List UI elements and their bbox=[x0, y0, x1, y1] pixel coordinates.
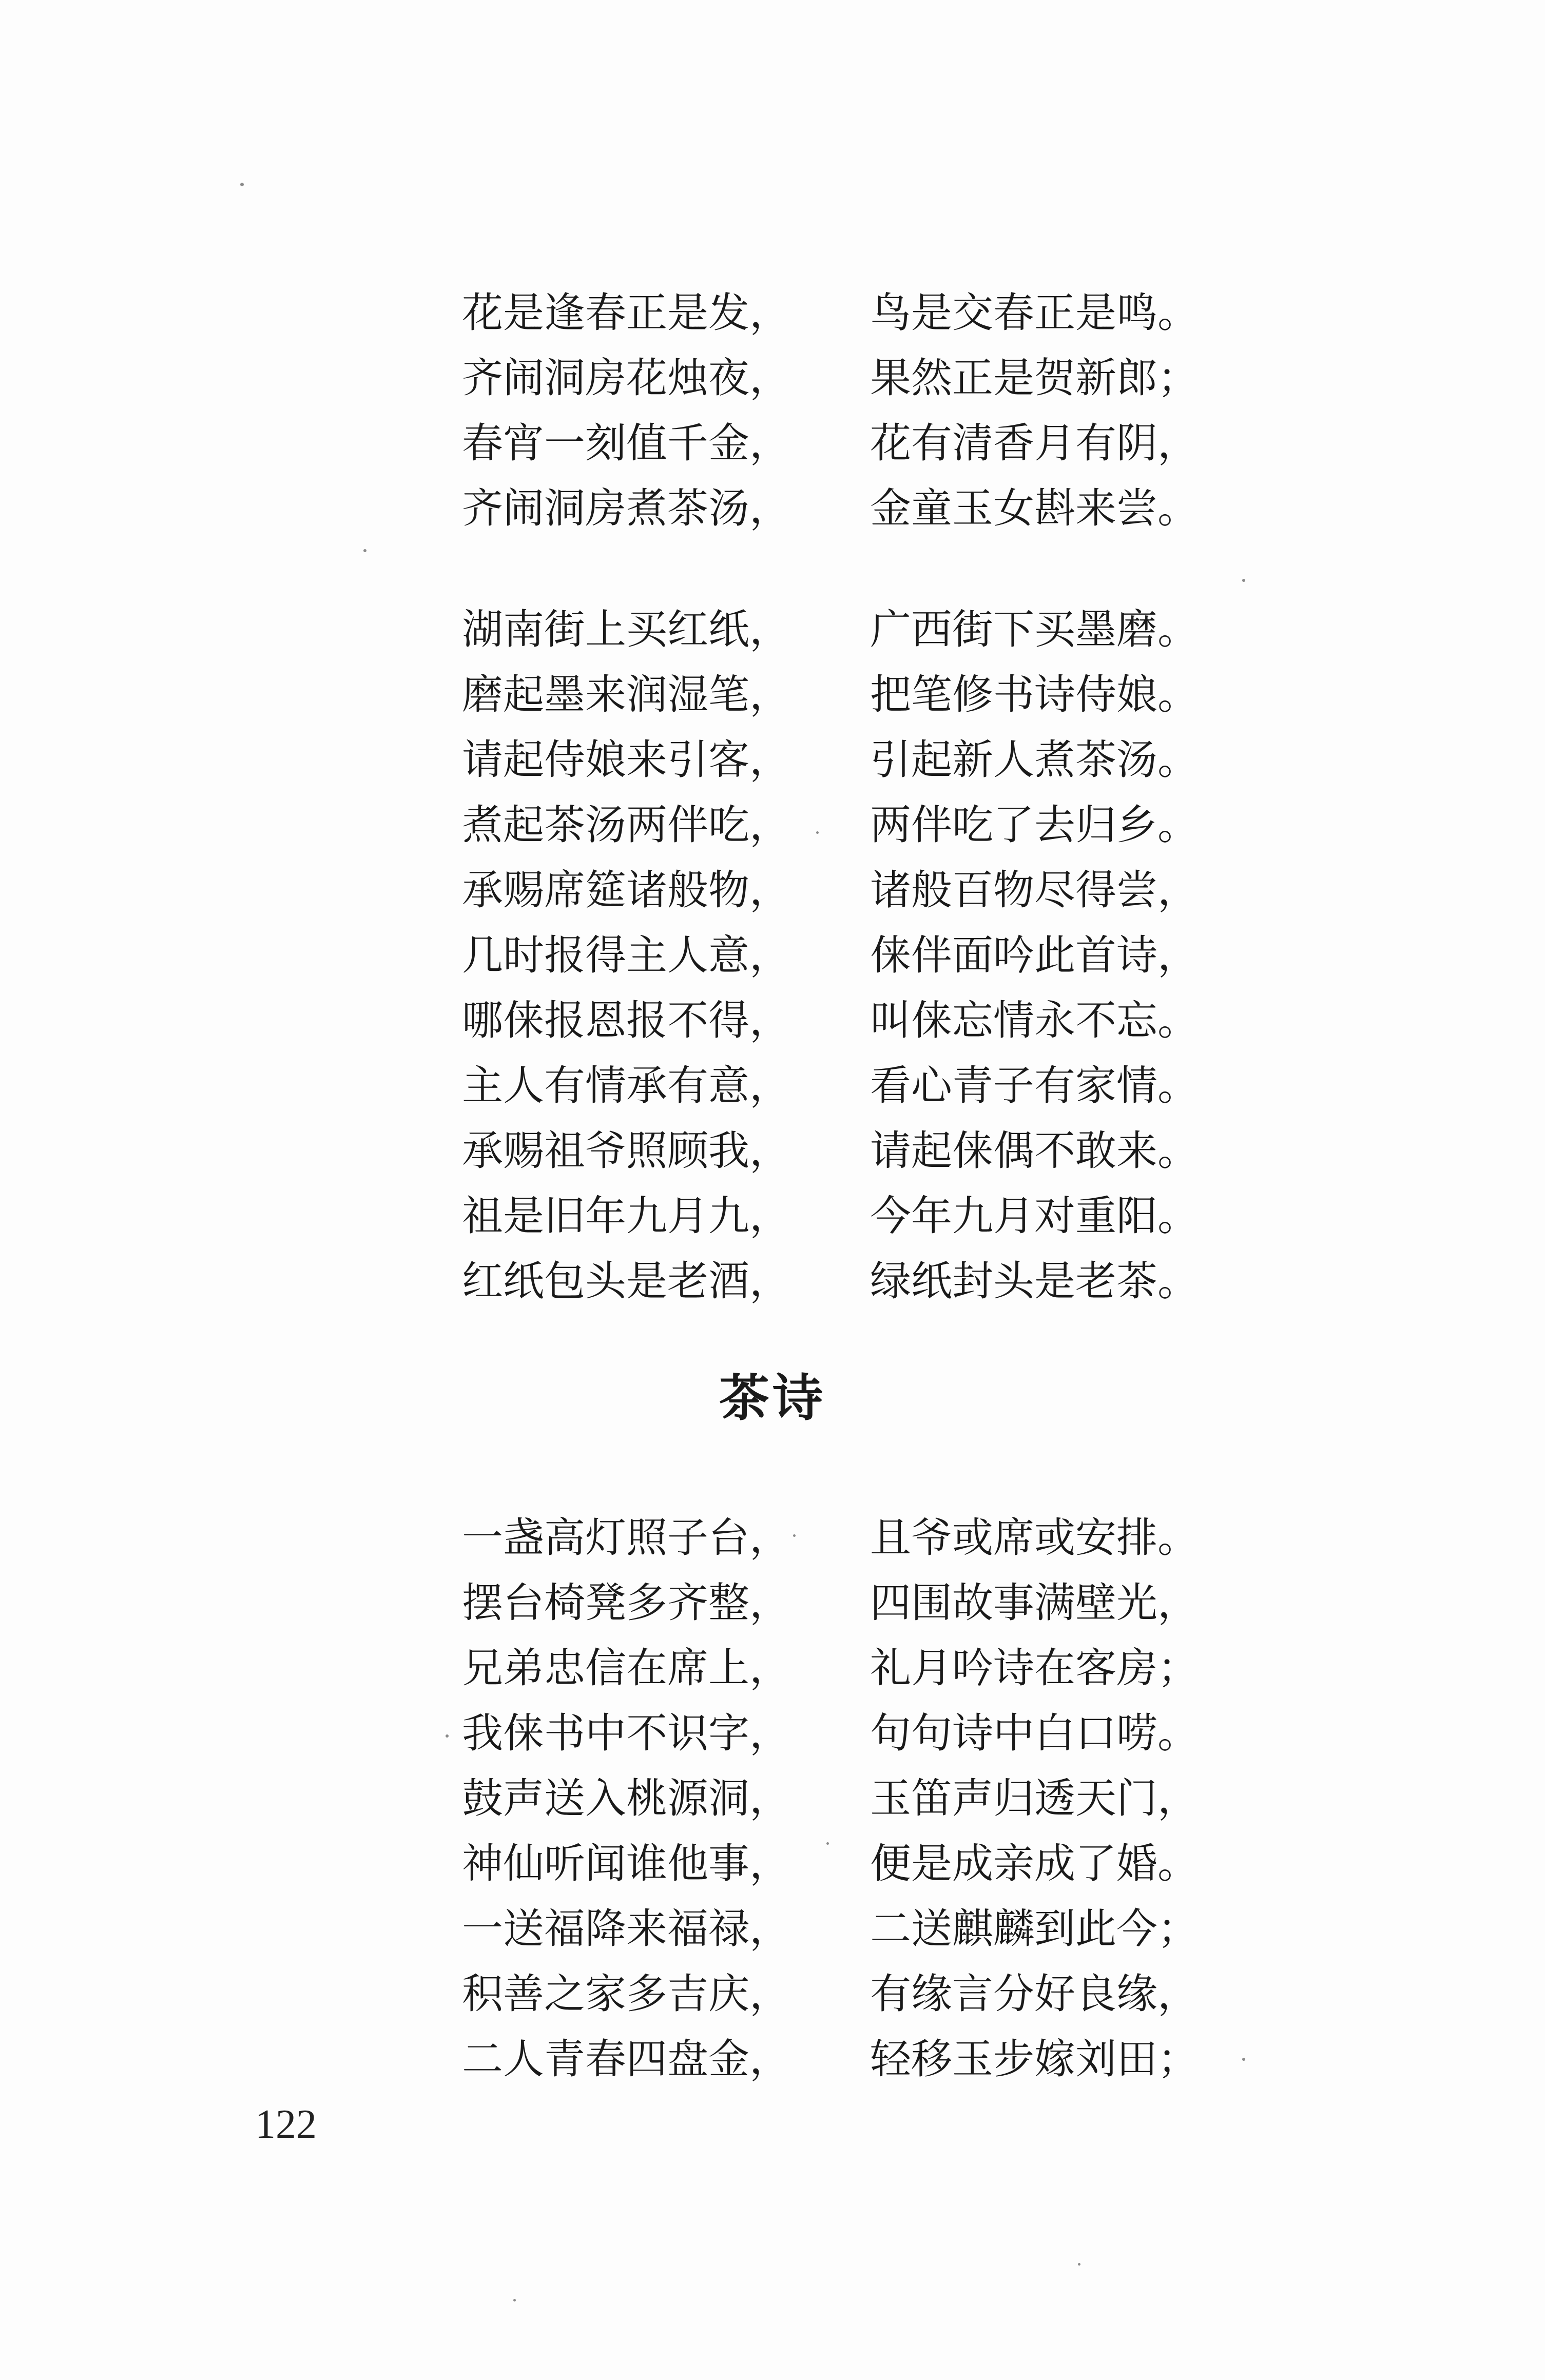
scan-speck bbox=[513, 2299, 516, 2301]
scan-speck bbox=[446, 1734, 449, 1738]
couplet-row bbox=[0, 1185, 1545, 1251]
first-line: 煮起茶汤两伴吃， bbox=[462, 801, 790, 849]
couplet-row bbox=[0, 925, 1545, 990]
first-line: 二人青春四盘金， bbox=[462, 2035, 790, 2083]
first-line: 春宵一刻值千金， bbox=[462, 419, 790, 467]
first-line: 一送福降来福禄， bbox=[462, 1905, 790, 1953]
scan-speck bbox=[363, 549, 366, 552]
couplet-row bbox=[0, 347, 1545, 413]
scan-speck bbox=[826, 1842, 829, 1845]
first-line: 承赐席筵诸般物， bbox=[462, 866, 790, 914]
second-line: 诸般百物尽得尝， bbox=[870, 866, 1199, 914]
couplet-row bbox=[0, 1120, 1545, 1185]
first-line: 积善之家多吉庆， bbox=[462, 1970, 790, 2018]
section-title: 茶诗 bbox=[719, 1369, 826, 1428]
second-line: 有缘言分好良缘， bbox=[870, 1970, 1199, 2018]
second-line: 玉笛声归透天门， bbox=[870, 1774, 1199, 1822]
first-line: 主人有情承有意， bbox=[462, 1062, 790, 1109]
second-line: 绿纸封头是老茶。 bbox=[870, 1257, 1199, 1305]
second-line: 俫伴面吟此首诗， bbox=[870, 931, 1199, 979]
second-line: 花有清香月有阴， bbox=[870, 419, 1199, 467]
first-line: 一盏高灯照子台， bbox=[462, 1514, 790, 1562]
first-line: 我俫书中不识字， bbox=[462, 1709, 790, 1757]
second-line: 金童玉女斟来尝。 bbox=[870, 484, 1199, 532]
second-line: 四围故事满壁光， bbox=[870, 1579, 1199, 1627]
first-line: 兄弟忠信在席上， bbox=[462, 1644, 790, 1692]
scan-speck bbox=[793, 1534, 796, 1537]
first-line: 红纸包头是老酒， bbox=[462, 1257, 790, 1305]
couplet-row bbox=[0, 1833, 1545, 1898]
scan-speck bbox=[1242, 2058, 1245, 2061]
couplet-row bbox=[0, 1251, 1545, 1316]
second-line: 两伴吃了去归乡。 bbox=[870, 801, 1199, 849]
second-line: 请起俫偶不敢来。 bbox=[870, 1127, 1199, 1175]
first-line: 祖是旧年九月九， bbox=[462, 1192, 790, 1240]
couplet-row bbox=[0, 794, 1545, 860]
first-line: 花是逢春正是发， bbox=[462, 289, 790, 337]
couplet-row bbox=[0, 1963, 1545, 2028]
second-line: 果然正是贺新郎； bbox=[870, 354, 1199, 402]
couplet-row bbox=[0, 1055, 1545, 1120]
couplet-row bbox=[0, 860, 1545, 925]
first-line: 鼓声送入桃源洞， bbox=[462, 1774, 790, 1822]
second-line: 鸟是交春正是鸣。 bbox=[870, 289, 1199, 337]
scan-speck bbox=[1242, 579, 1245, 582]
second-line: 看心青子有家情。 bbox=[870, 1062, 1199, 1109]
second-line: 轻移玉步嫁刘田； bbox=[870, 2035, 1199, 2083]
second-line: 二送麒麟到此今； bbox=[870, 1905, 1199, 1953]
second-line: 且爷或席或安排。 bbox=[870, 1514, 1199, 1562]
first-line: 神仙听闻谁他事， bbox=[462, 1840, 790, 1887]
first-line: 请起侍娘来引客， bbox=[462, 736, 790, 784]
scan-speck bbox=[816, 831, 819, 834]
couplet-row bbox=[0, 1703, 1545, 1768]
second-line: 便是成亲成了婚。 bbox=[870, 1840, 1199, 1887]
couplet-row bbox=[0, 1637, 1545, 1703]
couplet-row bbox=[0, 1572, 1545, 1637]
first-line: 湖南街上买红纸， bbox=[462, 606, 790, 653]
scan-speck bbox=[240, 183, 244, 186]
second-line: 引起新人煮茶汤。 bbox=[870, 736, 1199, 784]
couplet-row bbox=[0, 1898, 1545, 1963]
scan-speck bbox=[1078, 2263, 1080, 2266]
couplet-row bbox=[0, 1768, 1545, 1833]
first-line: 齐闹洞房花烛夜， bbox=[462, 354, 790, 402]
couplet-row bbox=[0, 990, 1545, 1055]
couplet-row bbox=[0, 599, 1545, 664]
first-line: 哪俫报恩报不得， bbox=[462, 997, 790, 1044]
couplet-row bbox=[0, 1507, 1545, 1572]
second-line: 把笔修书诗侍娘。 bbox=[870, 671, 1199, 718]
couplet-row bbox=[0, 729, 1545, 794]
second-line: 叫俫忘情永不忘。 bbox=[870, 997, 1199, 1044]
page-number: 122 bbox=[255, 2102, 317, 2147]
second-line: 句句诗中白口唠。 bbox=[870, 1709, 1199, 1757]
couplet-row bbox=[0, 478, 1545, 543]
first-line: 磨起墨来润湿笔， bbox=[462, 671, 790, 718]
second-line: 今年九月对重阳。 bbox=[870, 1192, 1199, 1240]
couplet-row bbox=[0, 282, 1545, 347]
first-line: 承赐祖爷照顾我， bbox=[462, 1127, 790, 1175]
first-line: 几时报得主人意， bbox=[462, 931, 790, 979]
couplet-row bbox=[0, 2028, 1545, 2094]
couplet-row bbox=[0, 413, 1545, 478]
second-line: 礼月吟诗在客房； bbox=[870, 1644, 1199, 1692]
second-line: 广西街下买墨磨。 bbox=[870, 606, 1199, 653]
first-line: 摆台椅凳多齐整， bbox=[462, 1579, 790, 1627]
first-line: 齐闹洞房煮茶汤， bbox=[462, 484, 790, 532]
couplet-row bbox=[0, 664, 1545, 729]
